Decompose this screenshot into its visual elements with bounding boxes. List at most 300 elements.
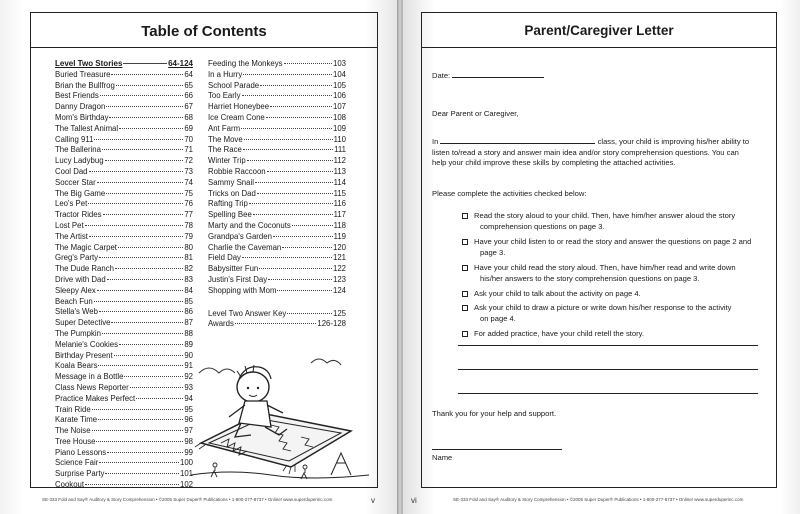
toc-entry-title: Train Ride bbox=[55, 404, 91, 414]
toc-entry bbox=[55, 102, 193, 113]
toc-entry-page: 70 bbox=[184, 134, 193, 144]
leader-dots bbox=[97, 182, 184, 183]
toc-entry bbox=[208, 178, 346, 189]
toc-entry-title: Robbie Raccoon bbox=[208, 166, 266, 176]
toc-entry bbox=[208, 91, 346, 102]
toc-entry-title: Charlie the Caveman bbox=[208, 242, 282, 252]
toc-entry bbox=[55, 275, 193, 286]
intro-line1: class, your child is improving his/her ability to bbox=[597, 137, 750, 146]
toc-entry-page: 126-128 bbox=[317, 319, 346, 329]
checkbox-icon[interactable] bbox=[462, 265, 468, 271]
toc-entry-title: Sleepy Alex bbox=[55, 285, 96, 295]
leader-dots bbox=[96, 441, 183, 442]
section-heading-label: Level Two Stories bbox=[55, 59, 123, 68]
toc-entry-title: Surprise Party bbox=[55, 469, 105, 479]
date-field bbox=[432, 71, 544, 82]
toc-entry bbox=[55, 178, 193, 189]
leader-dots bbox=[102, 149, 183, 150]
leader-dots bbox=[98, 365, 183, 366]
toc-entry-page: 73 bbox=[184, 166, 193, 176]
toc-entry bbox=[208, 156, 346, 167]
toc-entry bbox=[208, 167, 346, 178]
toc-column-1 bbox=[55, 59, 193, 491]
toc-entry-page: 66 bbox=[184, 91, 193, 101]
toc-entry bbox=[55, 145, 193, 156]
toc-entry bbox=[208, 199, 346, 210]
toc-entry-title: Tractor Rides bbox=[55, 210, 102, 220]
toc-entry-title: The Race bbox=[208, 145, 242, 155]
leader-dots bbox=[92, 409, 184, 410]
toc-entry-page: 120 bbox=[332, 242, 346, 252]
leader-dots bbox=[249, 203, 333, 204]
toc-entry-title: Justin's First Day bbox=[208, 274, 268, 284]
toc-entry-page: 79 bbox=[184, 231, 193, 241]
toc-entry-page: 113 bbox=[333, 166, 346, 176]
activity-checkbox-item[interactable] bbox=[462, 263, 762, 284]
toc-entry-page: 112 bbox=[333, 156, 346, 166]
leader-dots bbox=[89, 171, 184, 172]
toc-entry-page: 81 bbox=[184, 253, 193, 263]
toc-entry bbox=[208, 243, 346, 254]
toc-entry-page: 114 bbox=[333, 177, 346, 187]
leader-dots bbox=[243, 149, 333, 150]
toc-entry-title: The Noise bbox=[55, 426, 91, 436]
toc-entry bbox=[55, 70, 193, 81]
section-heading-pages: 64-124 bbox=[168, 59, 193, 68]
leader-dots bbox=[277, 290, 332, 291]
toc-entry-title: Danny Dragon bbox=[55, 102, 106, 112]
leader-dots bbox=[106, 193, 183, 194]
toc-entry bbox=[55, 243, 193, 254]
leader-dots bbox=[98, 419, 183, 420]
salutation: Dear Parent or Caregiver, bbox=[432, 109, 519, 118]
response-line bbox=[458, 369, 758, 370]
toc-entry-page: 115 bbox=[333, 188, 346, 198]
leader-dots bbox=[85, 484, 179, 485]
toc-entry-page: 117 bbox=[333, 210, 346, 220]
toc-entry-page: 75 bbox=[184, 188, 193, 198]
date-blank-line bbox=[452, 77, 544, 78]
leader-dots bbox=[111, 322, 183, 323]
toc-entry bbox=[55, 351, 193, 362]
date-label: Date: bbox=[432, 71, 451, 80]
toc-entry-page: 91 bbox=[184, 361, 193, 371]
toc-entry-title: Level Two Answer Key bbox=[208, 308, 287, 318]
toc-entry-title: Best Friends bbox=[55, 91, 99, 101]
toc-entry bbox=[208, 309, 346, 320]
toc-entry-title: Greg's Party bbox=[55, 253, 99, 263]
title-divider bbox=[31, 47, 377, 48]
toc-entry-page: 102 bbox=[179, 480, 193, 490]
leader-dots bbox=[99, 311, 183, 312]
toc-entry-title: The Move bbox=[208, 134, 243, 144]
toc-entry-page: 65 bbox=[184, 80, 193, 90]
leader-dots bbox=[105, 160, 184, 161]
toc-entry bbox=[55, 415, 193, 426]
activity-text-continued: on page 4. bbox=[480, 313, 516, 323]
leader-dots bbox=[292, 225, 333, 226]
leader-dots bbox=[136, 398, 183, 399]
toc-entry-title: The Dude Ranch bbox=[55, 264, 114, 274]
toc-entry bbox=[55, 264, 193, 275]
leader-dots bbox=[130, 387, 184, 388]
toc-entry bbox=[55, 372, 193, 383]
toc-entry-title: Message in a Bottle bbox=[55, 372, 124, 382]
toc-entry-title: Piano Lessons bbox=[55, 447, 107, 457]
leader-dots bbox=[115, 268, 183, 269]
leader-dots bbox=[118, 247, 183, 248]
toc-entry-page: 67 bbox=[184, 102, 193, 112]
toc-entry-title: Spelling Bee bbox=[208, 210, 252, 220]
toc-entry bbox=[208, 275, 346, 286]
leader-dots bbox=[119, 128, 183, 129]
leader-dots bbox=[260, 85, 332, 86]
toc-entry bbox=[55, 297, 193, 308]
toc-entry-title: Science Fair bbox=[55, 458, 99, 468]
toc-entry bbox=[208, 189, 346, 200]
toc-entry-page: 68 bbox=[184, 112, 193, 122]
intro-paragraph bbox=[432, 137, 772, 169]
toc-entry-title: Birthday Present bbox=[55, 350, 113, 360]
toc-entry bbox=[208, 81, 346, 92]
leader-dots bbox=[89, 236, 183, 237]
leader-dots bbox=[255, 182, 333, 183]
toc-entry-page: 107 bbox=[332, 102, 346, 112]
leader-dots bbox=[123, 63, 167, 64]
toc-entry bbox=[55, 458, 193, 469]
toc-entry bbox=[208, 113, 346, 124]
toc-entry-title: Karate Time bbox=[55, 415, 98, 425]
toc-entry bbox=[55, 199, 193, 210]
checkbox-icon[interactable] bbox=[462, 213, 468, 219]
leader-dots bbox=[247, 160, 333, 161]
toc-entry bbox=[55, 448, 193, 459]
leader-dots bbox=[259, 268, 332, 269]
toc-entry-page: 111 bbox=[334, 145, 346, 155]
toc-entry-page: 103 bbox=[332, 59, 346, 68]
name-label: Name bbox=[432, 453, 453, 462]
toc-entry bbox=[55, 340, 193, 351]
toc-entry-title: Shopping with Mom bbox=[208, 285, 277, 295]
toc-entry bbox=[208, 59, 346, 70]
toc-entry bbox=[55, 329, 193, 340]
toc-entry-title: The Ballerina bbox=[55, 145, 101, 155]
toc-entry-page: 97 bbox=[184, 426, 193, 436]
toc-entry bbox=[208, 102, 346, 113]
leader-dots bbox=[242, 257, 332, 258]
toc-entry-page: 109 bbox=[332, 123, 346, 133]
toc-entry-page: 80 bbox=[184, 242, 193, 252]
toc-entry-title: The Big Game bbox=[55, 188, 106, 198]
toc-entry-page: 82 bbox=[184, 264, 193, 274]
toc-entry-title: Class News Reporter bbox=[55, 382, 129, 392]
toc-entry-title: Lost Pet bbox=[55, 220, 84, 230]
toc-entry-page: 90 bbox=[184, 350, 193, 360]
toc-entry-title: Buried Treasure bbox=[55, 69, 111, 79]
toc-entry-page: 69 bbox=[184, 123, 193, 133]
leader-dots bbox=[267, 171, 333, 172]
toc-entry-title: The Tallest Animal bbox=[55, 123, 119, 133]
leader-dots bbox=[257, 193, 333, 194]
toc-entry bbox=[55, 253, 193, 264]
toc-entry-title: Koala Bears bbox=[55, 361, 98, 371]
response-line bbox=[458, 345, 758, 346]
toc-entry-page: 85 bbox=[184, 296, 193, 306]
leader-dots bbox=[88, 203, 183, 204]
page-footer: SE-333 Fold and Say® Auditory & Story Comprehension • ©2005 Super Duper® Publications • 1-800-277-8737 • Online! www.superduperinc.com bbox=[453, 497, 744, 502]
activity-checkbox-item[interactable] bbox=[462, 303, 762, 324]
leader-dots bbox=[94, 301, 184, 302]
toc-entry bbox=[55, 210, 193, 221]
toc-entry bbox=[55, 405, 193, 416]
toc-entry-page: 92 bbox=[184, 372, 193, 382]
toc-entry-title: Harriet Honeybee bbox=[208, 102, 270, 112]
instructions: Please complete the activities checked below: bbox=[432, 189, 587, 198]
toc-entry-title: Cool Dad bbox=[55, 166, 88, 176]
toc-entry-title: Rafting Trip bbox=[208, 199, 248, 209]
toc-entry-page: 95 bbox=[184, 404, 193, 414]
toc-entry-page: 78 bbox=[184, 220, 193, 230]
toc-entry bbox=[55, 156, 193, 167]
toc-entry bbox=[55, 394, 193, 405]
toc-entry-title: Tree House bbox=[55, 436, 96, 446]
toc-section-heading bbox=[55, 59, 193, 70]
toc-entry-page: 108 bbox=[332, 112, 346, 122]
title-divider bbox=[422, 47, 776, 48]
toc-entry bbox=[208, 319, 346, 330]
toc-entry-title: Beach Fun bbox=[55, 296, 93, 306]
leader-dots bbox=[102, 333, 183, 334]
toc-entry-title: The Pumpkin bbox=[55, 328, 101, 338]
class-blank-line bbox=[440, 143, 595, 144]
page-footer: SE-333 Fold and Say® Auditory & Story Comprehension • ©2005 Super Duper® Publications • 1-800-277-8737 • Online! www.superduperinc.com bbox=[42, 497, 333, 502]
checkbox-icon[interactable] bbox=[462, 239, 468, 245]
toc-entry-page: 89 bbox=[184, 339, 193, 349]
toc-entry bbox=[208, 264, 346, 275]
toc-entry-page: 77 bbox=[184, 210, 193, 220]
leader-dots bbox=[107, 279, 184, 280]
toc-entry bbox=[55, 318, 193, 329]
toc-entry bbox=[55, 232, 193, 243]
toc-entry-title: Marty and the Coconuts bbox=[208, 220, 291, 230]
leader-dots bbox=[266, 117, 332, 118]
toc-entry-page: 110 bbox=[333, 134, 346, 144]
page-title: Parent/Caregiver Letter bbox=[524, 23, 674, 38]
leader-dots bbox=[270, 106, 332, 107]
toc-entry bbox=[208, 145, 346, 156]
toc-entry bbox=[55, 383, 193, 394]
leader-dots bbox=[235, 323, 317, 324]
toc-entry bbox=[208, 286, 346, 297]
toc-entry-title: Practice Makes Perfect bbox=[55, 393, 136, 403]
activity-checkbox-item[interactable] bbox=[462, 289, 762, 300]
leader-dots bbox=[244, 139, 333, 140]
toc-frame bbox=[30, 12, 378, 488]
toc-entry-page: 93 bbox=[184, 382, 193, 392]
toc-entry-title: Lucy Ladybug bbox=[55, 156, 104, 166]
toc-entry-title: Calling 911 bbox=[55, 134, 94, 144]
activity-text: Have your child read the story aloud. Then, have him/her read and write down bbox=[474, 263, 736, 272]
leader-dots bbox=[92, 430, 184, 431]
activity-text: For added practice, have your child retell the story. bbox=[474, 329, 644, 338]
toc-entry-page: 122 bbox=[332, 264, 346, 274]
leader-dots bbox=[114, 355, 184, 356]
toc-entry-title: Sammy Snail bbox=[208, 177, 254, 187]
toc-entry-title: Ant Farm bbox=[208, 123, 241, 133]
toc-entry-page: 71 bbox=[184, 145, 193, 155]
toc-entry-title: Drive with Dad bbox=[55, 274, 106, 284]
toc-entry-page: 83 bbox=[184, 274, 193, 284]
leader-dots bbox=[85, 225, 184, 226]
toc-entry bbox=[55, 167, 193, 178]
toc-entry bbox=[55, 469, 193, 480]
closing-text: Thank you for your help and support. bbox=[432, 409, 557, 418]
leader-dots bbox=[287, 313, 332, 314]
toc-entry-title: Stella's Web bbox=[55, 307, 98, 317]
toc-entry bbox=[55, 307, 193, 318]
leader-dots bbox=[103, 214, 184, 215]
toc-entry-page: 96 bbox=[184, 415, 193, 425]
leader-dots bbox=[243, 74, 332, 75]
toc-entry-page: 121 bbox=[332, 253, 346, 263]
signature-line bbox=[432, 449, 562, 450]
activity-checkbox-item[interactable] bbox=[462, 237, 762, 258]
toc-entry bbox=[208, 124, 346, 135]
toc-entry bbox=[208, 232, 346, 243]
toc-entry-page: 119 bbox=[333, 231, 346, 241]
toc-entry-page: 64 bbox=[184, 69, 193, 79]
intro-prefix: In bbox=[432, 137, 439, 146]
leader-dots bbox=[99, 257, 183, 258]
toc-page bbox=[0, 0, 398, 514]
toc-entry-title: Brian the Bullfrog bbox=[55, 80, 115, 90]
toc-entry bbox=[55, 437, 193, 448]
toc-entry-page: 101 bbox=[179, 469, 193, 479]
toc-entry bbox=[55, 426, 193, 437]
toc-entry-title: Mom's Birthday bbox=[55, 112, 109, 122]
toc-entry bbox=[55, 124, 193, 135]
toc-entry-page: 86 bbox=[184, 307, 193, 317]
toc-entry-page: 123 bbox=[332, 274, 346, 284]
toc-entry-page: 84 bbox=[184, 285, 193, 295]
toc-entry bbox=[55, 361, 193, 372]
toc-entry-title: Awards bbox=[208, 319, 234, 329]
activity-text-continued: comprehension questions on page 3. bbox=[480, 221, 605, 231]
letter-frame bbox=[421, 12, 777, 488]
toc-entry-title: Too Early bbox=[208, 91, 241, 101]
toc-entry bbox=[55, 189, 193, 200]
leader-dots bbox=[97, 290, 184, 291]
leader-dots bbox=[107, 452, 183, 453]
toc-spacer bbox=[208, 297, 346, 309]
toc-entry-title: Grandpa's Garden bbox=[208, 231, 272, 241]
toc-entry bbox=[208, 253, 346, 264]
checkbox-icon[interactable] bbox=[462, 291, 468, 297]
toc-entry bbox=[55, 480, 193, 491]
leader-dots bbox=[106, 106, 183, 107]
toc-entry-title: Ice Cream Cone bbox=[208, 112, 265, 122]
toc-entry-title: Melanie's Cookies bbox=[55, 339, 119, 349]
toc-column-2 bbox=[208, 59, 346, 330]
response-line bbox=[458, 393, 758, 394]
leader-dots bbox=[284, 63, 332, 64]
leader-dots bbox=[105, 473, 179, 474]
toc-entry-page: 105 bbox=[332, 80, 346, 90]
toc-entry-title: Super Detective bbox=[55, 318, 111, 328]
leader-dots bbox=[94, 139, 183, 140]
leader-dots bbox=[268, 279, 332, 280]
toc-entry-title: Babysitter Fun bbox=[208, 264, 259, 274]
toc-entry-title: The Artist bbox=[55, 231, 88, 241]
toc-entry-page: 104 bbox=[332, 69, 346, 79]
toc-entry bbox=[208, 210, 346, 221]
leader-dots bbox=[116, 85, 184, 86]
leader-dots bbox=[119, 344, 183, 345]
toc-entry-page: 94 bbox=[184, 393, 193, 403]
toc-entry bbox=[208, 135, 346, 146]
toc-entry-page: 125 bbox=[332, 308, 346, 318]
activity-checkbox-item[interactable] bbox=[462, 329, 762, 340]
toc-entry bbox=[208, 70, 346, 81]
activity-text: Ask your child to talk about the activity on page 4. bbox=[474, 289, 641, 298]
toc-entry bbox=[55, 221, 193, 232]
activity-text-continued: page 3. bbox=[480, 247, 506, 257]
activity-checkbox-item[interactable] bbox=[462, 211, 762, 232]
boy-on-magic-carpet-illustration bbox=[191, 343, 369, 483]
leader-dots bbox=[111, 74, 183, 75]
toc-entry-title: Cookout bbox=[55, 480, 85, 490]
toc-entry-page: 98 bbox=[184, 436, 193, 446]
toc-entry-page: 88 bbox=[184, 328, 193, 338]
toc-entry-page: 124 bbox=[332, 285, 346, 295]
toc-entry-title: Field Day bbox=[208, 253, 241, 263]
leader-dots bbox=[99, 462, 179, 463]
intro-line2: listen to/read a story and answer main idea and/or story comprehension questions. You can bbox=[432, 147, 739, 157]
toc-entry bbox=[55, 135, 193, 146]
toc-entry-page: 106 bbox=[332, 91, 346, 101]
toc-entry bbox=[55, 81, 193, 92]
letter-page bbox=[402, 0, 800, 514]
leader-dots bbox=[282, 247, 332, 248]
toc-entry-title: Soccer Star bbox=[55, 177, 96, 187]
activity-text: Read the story aloud to your child. Then, have him/her answer aloud the story bbox=[474, 211, 736, 220]
leader-dots bbox=[253, 214, 333, 215]
leader-dots bbox=[242, 95, 332, 96]
page-number: vi bbox=[411, 496, 417, 505]
leader-dots bbox=[273, 236, 333, 237]
toc-entry-title: Tricks on Dad bbox=[208, 188, 256, 198]
toc-entry-title: Leo's Pet bbox=[55, 199, 88, 209]
toc-entry bbox=[55, 286, 193, 297]
toc-entry-title: Winter Trip bbox=[208, 156, 246, 166]
toc-entry-page: 99 bbox=[184, 447, 193, 457]
page-title: Table of Contents bbox=[141, 23, 267, 40]
toc-entry-page: 72 bbox=[184, 156, 193, 166]
toc-entry bbox=[55, 91, 193, 102]
toc-entry bbox=[208, 221, 346, 232]
toc-entry-page: 87 bbox=[184, 318, 193, 328]
toc-entry-title: In a Hurry bbox=[208, 69, 243, 79]
leader-dots bbox=[100, 95, 184, 96]
toc-entry-page: 100 bbox=[179, 458, 193, 468]
leader-dots bbox=[241, 128, 332, 129]
toc-entry-page: 76 bbox=[184, 199, 193, 209]
leader-dots bbox=[124, 376, 183, 377]
toc-entry-title: The Magic Carpet bbox=[55, 242, 117, 252]
activity-text: Ask your child to draw a picture or write down his/her response to the activity bbox=[474, 303, 732, 312]
checkbox-icon[interactable] bbox=[462, 331, 468, 337]
checkbox-icon[interactable] bbox=[462, 305, 468, 311]
